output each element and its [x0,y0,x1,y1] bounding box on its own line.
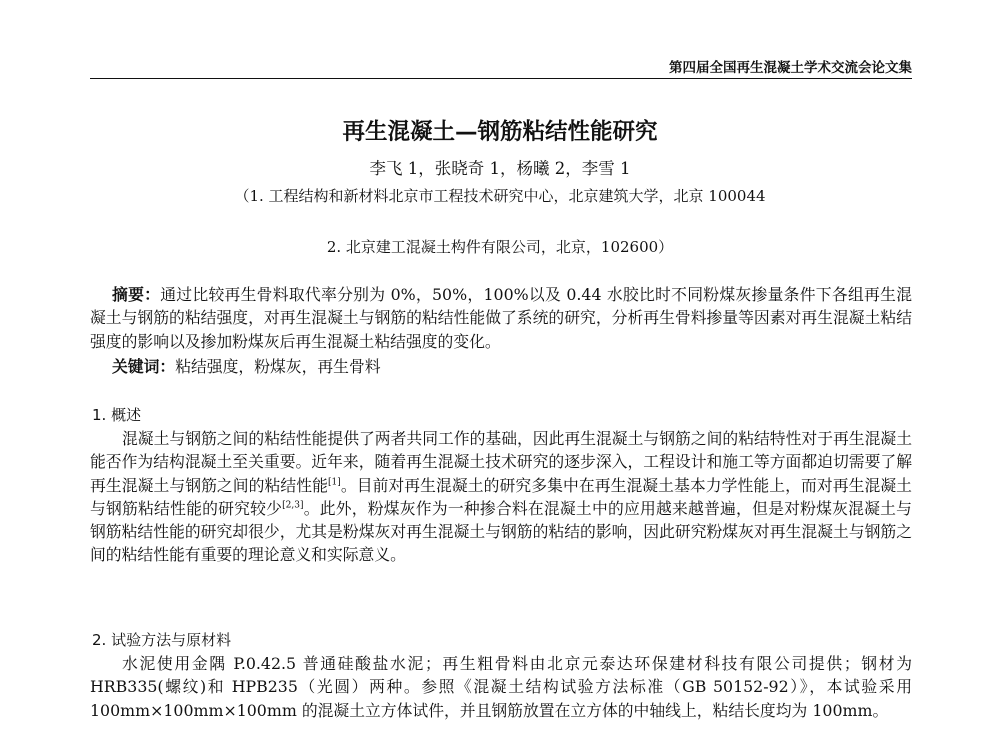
section-1-text-b: 。目前对再生混凝土的研究多集中在再生混凝土基本力学性能上，而对再生混凝土与钢筋粘结性能的研究较少 [90,475,912,518]
paper-title: 再生混凝土—钢筋粘结性能研究 [342,119,658,145]
authors: 李飞 1，张晓奇 1，杨曦 2，李雪 1 [369,159,631,178]
affiliation-2: 2. 北京建工混凝土构件有限公司，北京，102600） [326,238,674,256]
abstract-label: 摘要： [112,285,161,304]
affiliation-1: （1. 工程结构和新材料北京市工程技术研究中心，北京建筑大学，北京 100044 [234,187,766,205]
keywords [112,355,912,378]
keywords-label: 关键词： [112,357,176,376]
section-2-body [90,652,912,722]
section-1-text-c: 。此外，粉煤灰作为一种掺合料在混凝土中的应用越来越普遍，但是对粉煤灰混凝土与钢筋粘结性能的研究却很少，尤其是粉煤灰对再生混凝土与钢筋的粘结的影响，因此研究粉煤灰对再生混凝土与钢筋之间的粘结性能有重要的理论意义和实际意义。 [90,498,912,565]
running-head: 第四届全国再生混凝土学术交流会论文集 [90,56,912,79]
section-2-heading: 2. 试验方法与原材料 [92,631,232,649]
section-2-text: 水泥使用金隅 P.0.42.5 普通硅酸盐水泥；再生粗骨料由北京元泰达环保建材科技有限公司提供；钢材为 HRB335(螺纹)和 HPB235（光圆）两种。参照《混凝土结构试验方法标准（GB 50152-92）》，本试验采用 100mm×100mm×100mm 的混凝土立方体试件，并且钢筋放置在立方体的中轴线上，粘结长度均为 100mm。 [90,654,912,720]
citation-1: [1] [328,477,341,488]
section-1-body [90,427,912,567]
section-1-heading: 1. 概述 [92,406,142,424]
section-1-text-a: 混凝土与钢筋之间的粘结性能提供了两者共同工作的基础，因此再生混凝土与钢筋之间的粘结特性对于再生混凝土能否作为结构混凝土至关重要。近年来，随着再生混凝土技术研究的逐步深入，工程设计和施工等方面都迫切需要了解再生混凝土与钢筋之间的粘结性能 [90,429,912,495]
abstract-text: 通过比较再生骨料取代率分别为 0%，50%，100%以及 0.44 水胶比时不同粉煤灰掺量条件下各组再生混凝土与钢筋的粘结强度，对再生混凝土与钢筋的粘结性能做了系统的研究，分析再生骨料掺量等因素对再生混凝土粘结强度的影响以及掺加粉煤灰后再生混凝土粘结强度的变化。 [90,285,912,351]
abstract [90,283,912,353]
citation-2-3: [2,3] [282,500,304,511]
keywords-text: 粘结强度，粉煤灰，再生骨料 [175,357,381,376]
